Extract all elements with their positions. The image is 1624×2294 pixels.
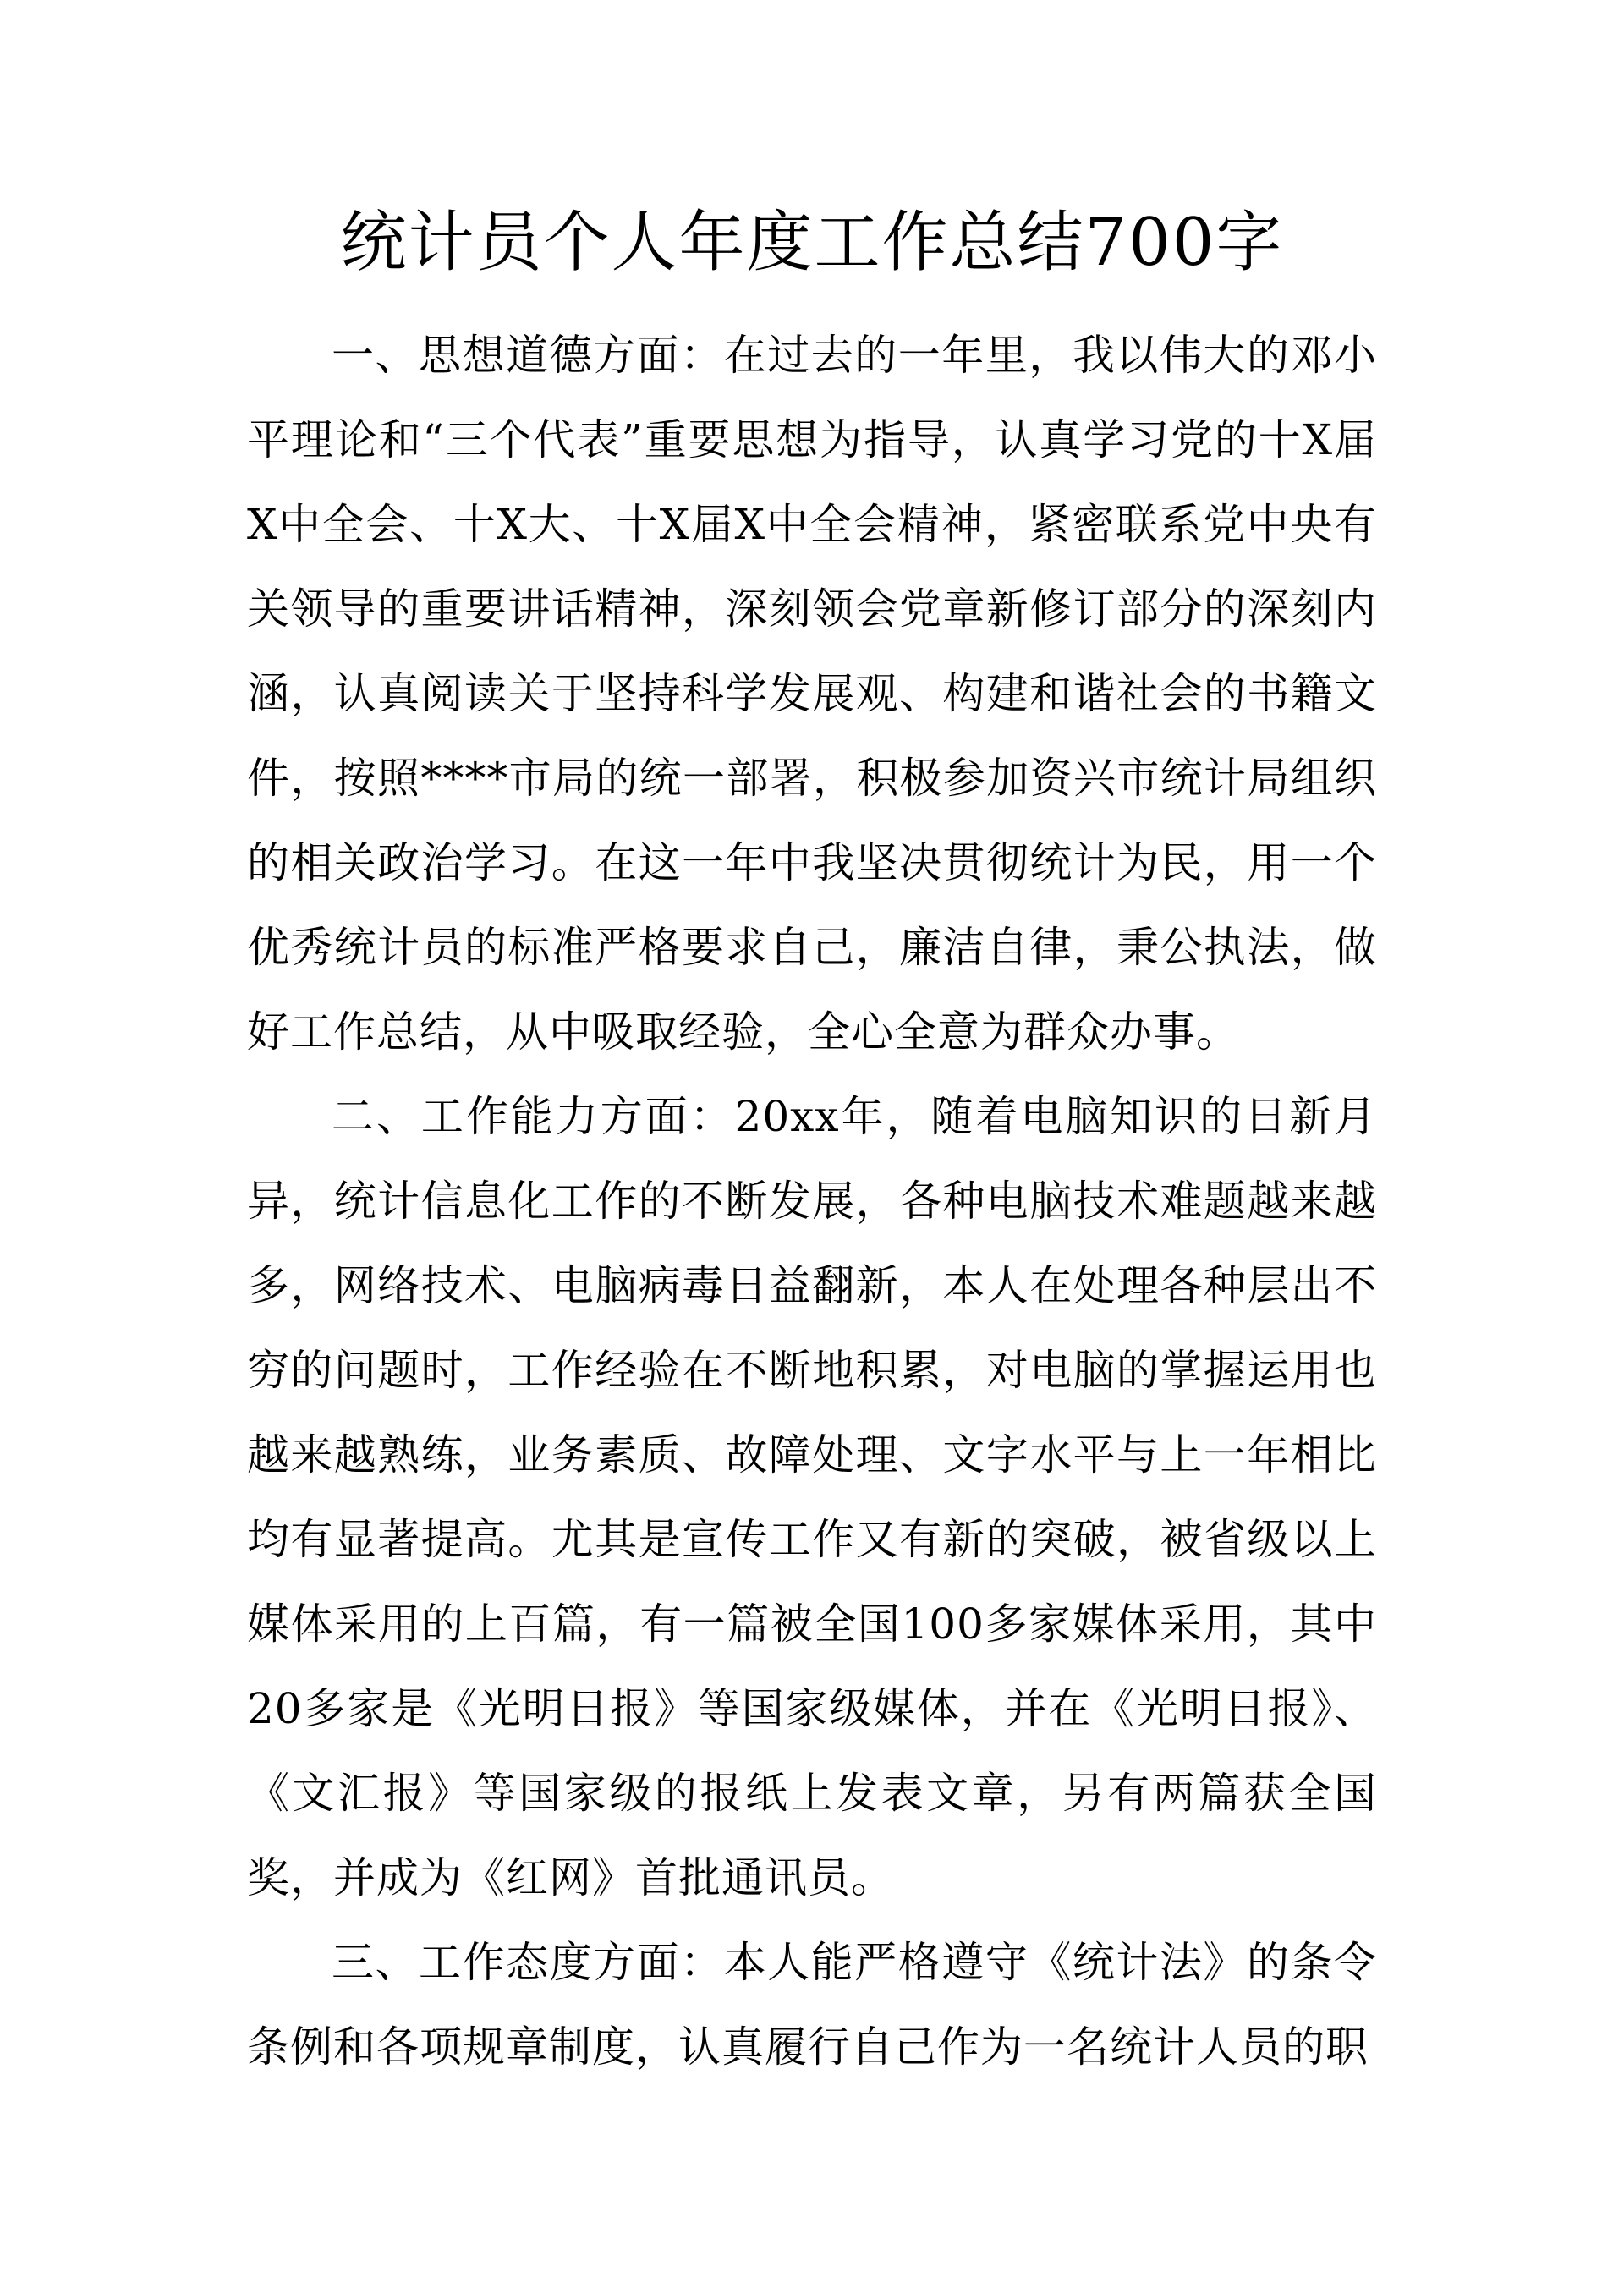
paragraph-work-ability: 二、工作能力方面：20xx年，随着电脑知识的日新月异，统计信息化工作的不断发展，各种电脑技术难题越来越多，网络技术、电脑病毒日益翻新，本人在处理各种层出不穷的问题时，工作经验在不断地积累，对电脑的掌握运用也越来越熟练，业务素质、故障处理、文字水平与上一年相比均有显著提高。尤其是宣传工作又有新的突破，被省级以上媒体采用的上百篇，有一篇被全国100多家媒体采用，其中20多家是《光明日报》等国家级媒体，并在《光明日报》、《文汇报》等国家级的报纸上发表文章，另有两篇获全国奖，并成为《红网》首批通讯员。 (247, 1092, 1377, 1902)
paragraph-ideology: 一、思想道德方面：在过去的一年里，我以伟大的邓小平理论和“三个代表”重要思想为指导，认真学习党的十X届X中全会、十X大、十X届X中全会精神，紧密联系党中央有关领导的重要讲话精神，深刻领会党章新修订部分的深刻内涵，认真阅读关于坚持科学发展观、构建和谐社会的书籍文件，按照****市局的统一部署，积极参加资兴市统计局组织的相关政治学习。在这一年中我坚决贯彻统计为民，用一个优秀统计员的标准严格要求自己，廉洁自律，秉公执法，做好工作总结，从中吸取经验，全心全意为群众办事。 (247, 331, 1377, 1056)
document-title: 统计员个人年度工作总结700字 (340, 205, 1284, 281)
document-body (247, 313, 1377, 2089)
paragraph-work-attitude: 三、工作态度方面：本人能严格遵守《统计法》的条令条例和各项规章制度，认真履行自己作为一名统计人员的职 (247, 1938, 1377, 2072)
